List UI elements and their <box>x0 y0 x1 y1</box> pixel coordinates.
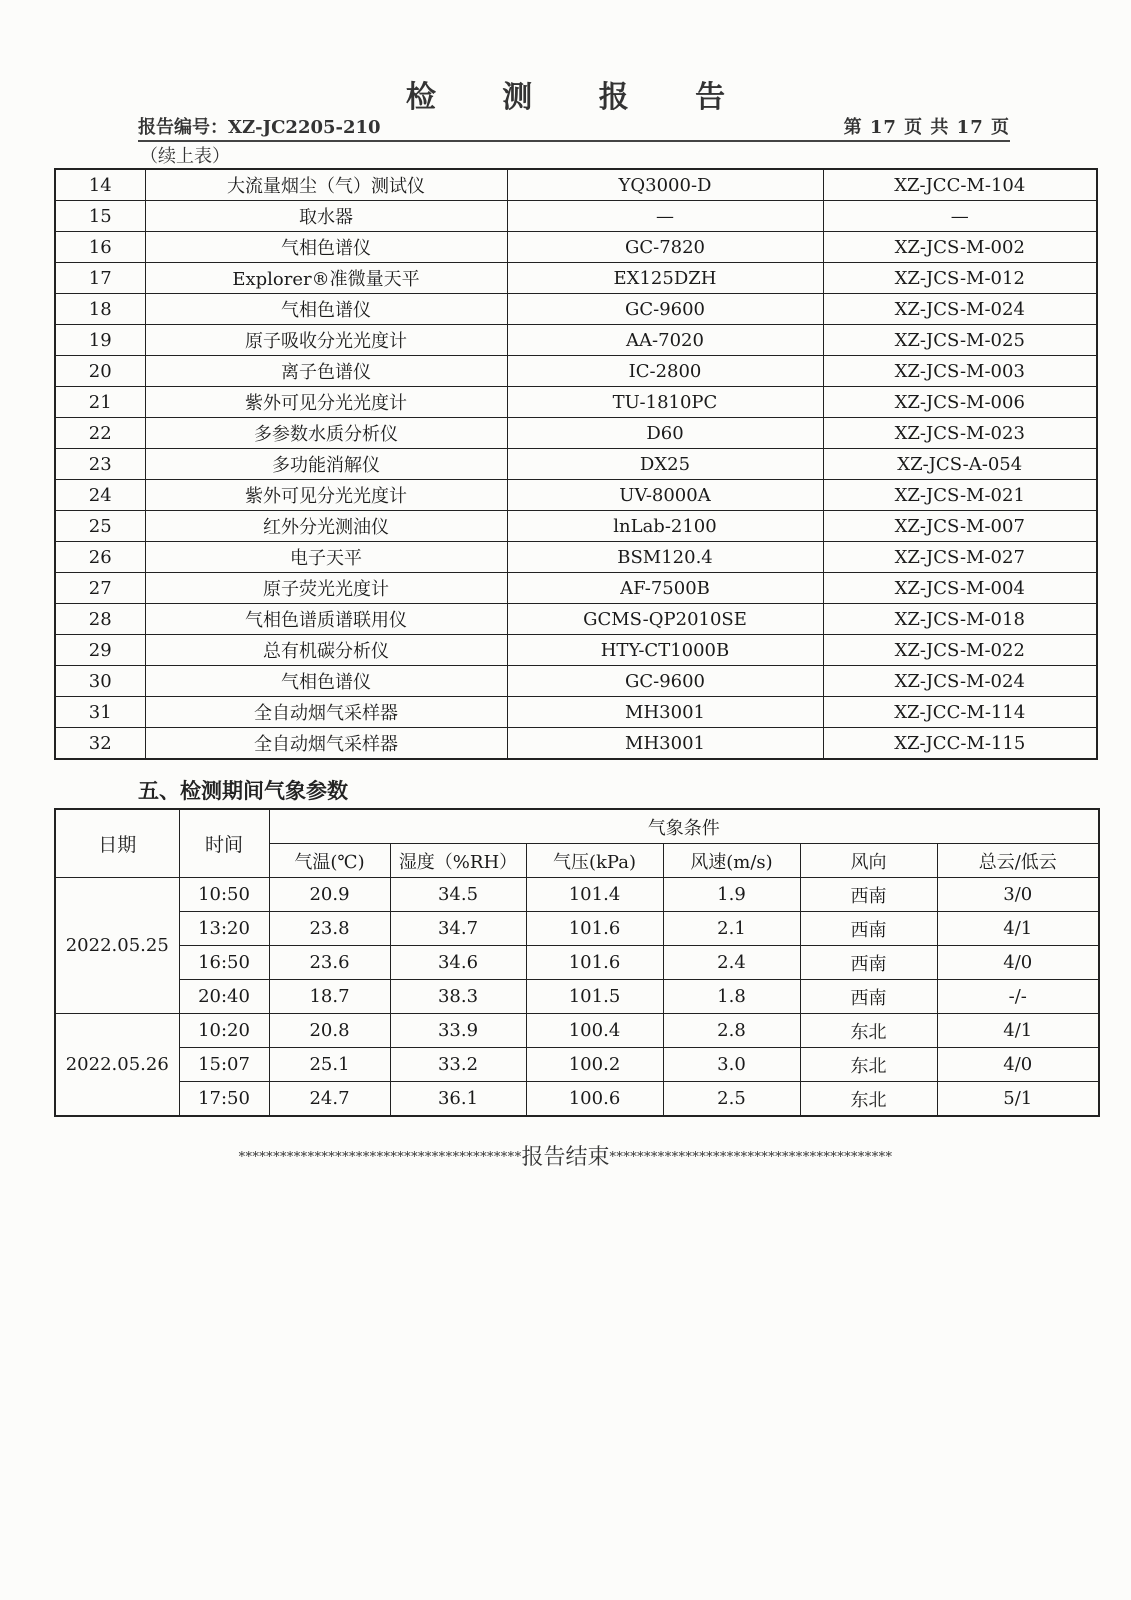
equipment-code: XZ-JCS-M-027 <box>823 542 1097 573</box>
weather-time: 17:50 <box>179 1082 269 1117</box>
equipment-no: 17 <box>55 263 145 294</box>
equipment-no: 18 <box>55 294 145 325</box>
equipment-code: XZ-JCS-A-054 <box>823 449 1097 480</box>
weather-table-body <box>55 878 1099 1117</box>
weather-wind-direction: 东北 <box>800 1082 937 1117</box>
equipment-name: 全自动烟气采样器 <box>145 728 507 760</box>
table-row <box>55 169 1097 201</box>
equipment-model: UV-8000A <box>507 480 823 511</box>
table-row <box>55 878 1099 912</box>
table-row <box>55 387 1097 418</box>
equipment-no: 15 <box>55 201 145 232</box>
equipment-model: GCMS-QP2010SE <box>507 604 823 635</box>
weather-cloud: 4/1 <box>937 912 1099 946</box>
weather-wind-speed: 2.1 <box>663 912 800 946</box>
weather-cloud: 4/1 <box>937 1014 1099 1048</box>
equipment-no: 21 <box>55 387 145 418</box>
weather-temp: 18.7 <box>269 980 390 1014</box>
wind-speed-header: 风速(m/s) <box>663 844 800 878</box>
equipment-model: TU-1810PC <box>507 387 823 418</box>
equipment-code: XZ-JCS-M-023 <box>823 418 1097 449</box>
weather-pressure: 100.4 <box>526 1014 663 1048</box>
equipment-name: 多功能消解仪 <box>145 449 507 480</box>
table-row <box>55 449 1097 480</box>
continuation-note: （续上表） <box>140 146 230 167</box>
table-row <box>55 325 1097 356</box>
equipment-no: 22 <box>55 418 145 449</box>
equipment-model: MH3001 <box>507 697 823 728</box>
equipment-name: 总有机碳分析仪 <box>145 635 507 666</box>
temp-header: 气温(℃) <box>269 844 390 878</box>
table-row <box>55 356 1097 387</box>
equipment-no: 14 <box>55 169 145 201</box>
table-row <box>55 1082 1099 1117</box>
weather-wind-direction: 西南 <box>800 946 937 980</box>
weather-pressure: 101.5 <box>526 980 663 1014</box>
table-row <box>55 666 1097 697</box>
equipment-code: — <box>823 201 1097 232</box>
weather-humidity: 36.1 <box>390 1082 526 1117</box>
table-row <box>55 604 1097 635</box>
weather-date: 2022.05.25 <box>55 878 179 1014</box>
weather-wind-speed: 2.8 <box>663 1014 800 1048</box>
weather-cloud: 4/0 <box>937 1048 1099 1082</box>
equipment-code: XZ-JCS-M-021 <box>823 480 1097 511</box>
equipment-model: D60 <box>507 418 823 449</box>
equipment-model: MH3001 <box>507 728 823 760</box>
equipment-name: Explorer®准微量天平 <box>145 263 507 294</box>
equipment-no: 32 <box>55 728 145 760</box>
table-row <box>55 542 1097 573</box>
end-stars-left: ***************************************** <box>238 1150 522 1165</box>
table-row <box>55 728 1097 760</box>
equipment-name: 原子荧光光度计 <box>145 573 507 604</box>
weather-time: 10:20 <box>179 1014 269 1048</box>
equipment-table-body <box>55 169 1097 759</box>
table-row <box>55 294 1097 325</box>
weather-pressure: 101.6 <box>526 912 663 946</box>
weather-wind-direction: 西南 <box>800 912 937 946</box>
equipment-code: XZ-JCS-M-002 <box>823 232 1097 263</box>
equipment-name: 多参数水质分析仪 <box>145 418 507 449</box>
weather-wind-speed: 1.9 <box>663 878 800 912</box>
weather-wind-speed: 2.4 <box>663 946 800 980</box>
equipment-model: HTY-CT1000B <box>507 635 823 666</box>
equipment-code: XZ-JCC-M-104 <box>823 169 1097 201</box>
equipment-model: EX125DZH <box>507 263 823 294</box>
equipment-code: XZ-JCC-M-115 <box>823 728 1097 760</box>
weather-wind-direction: 东北 <box>800 1048 937 1082</box>
equipment-model: GC-7820 <box>507 232 823 263</box>
weather-humidity: 34.5 <box>390 878 526 912</box>
equipment-name: 取水器 <box>145 201 507 232</box>
date-header: 日期 <box>55 809 179 878</box>
equipment-no: 30 <box>55 666 145 697</box>
weather-humidity: 34.7 <box>390 912 526 946</box>
table-row <box>55 697 1097 728</box>
weather-wind-direction: 东北 <box>800 1014 937 1048</box>
report-end-text: 报告结束 <box>521 1145 610 1170</box>
equipment-model: GC-9600 <box>507 294 823 325</box>
equipment-no: 28 <box>55 604 145 635</box>
equipment-code: XZ-JCS-M-024 <box>823 666 1097 697</box>
equipment-no: 23 <box>55 449 145 480</box>
report-end-line <box>0 1140 1131 1171</box>
weather-cloud: -/- <box>937 980 1099 1014</box>
equipment-name: 离子色谱仪 <box>145 356 507 387</box>
weather-humidity: 33.9 <box>390 1014 526 1048</box>
table-row <box>55 635 1097 666</box>
conditions-header: 气象条件 <box>269 809 1099 844</box>
equipment-code: XZ-JCS-M-024 <box>823 294 1097 325</box>
equipment-no: 25 <box>55 511 145 542</box>
equipment-code: XZ-JCS-M-007 <box>823 511 1097 542</box>
weather-section-heading: 五、检测期间气象参数 <box>138 778 348 803</box>
equipment-name: 气相色谱仪 <box>145 666 507 697</box>
equipment-no: 31 <box>55 697 145 728</box>
weather-time: 20:40 <box>179 980 269 1014</box>
weather-table <box>54 808 1100 1117</box>
table-row <box>55 201 1097 232</box>
weather-temp: 24.7 <box>269 1082 390 1117</box>
weather-temp: 23.6 <box>269 946 390 980</box>
weather-wind-speed: 1.8 <box>663 980 800 1014</box>
equipment-name: 红外分光测油仪 <box>145 511 507 542</box>
table-row <box>55 263 1097 294</box>
equipment-code: XZ-JCS-M-004 <box>823 573 1097 604</box>
equipment-model: AA-7020 <box>507 325 823 356</box>
equipment-model: — <box>507 201 823 232</box>
weather-cloud: 5/1 <box>937 1082 1099 1117</box>
equipment-name: 气相色谱仪 <box>145 294 507 325</box>
equipment-no: 20 <box>55 356 145 387</box>
weather-temp: 20.8 <box>269 1014 390 1048</box>
time-header: 时间 <box>179 809 269 878</box>
weather-humidity: 33.2 <box>390 1048 526 1082</box>
weather-temp: 23.8 <box>269 912 390 946</box>
wind-direction-header: 风向 <box>800 844 937 878</box>
weather-date: 2022.05.26 <box>55 1014 179 1117</box>
equipment-model: IC-2800 <box>507 356 823 387</box>
table-row <box>55 511 1097 542</box>
humidity-header: 湿度（%RH） <box>390 844 526 878</box>
report-title: 检 测 报 告 <box>405 80 754 115</box>
weather-header-row <box>55 809 1099 844</box>
weather-wind-direction: 西南 <box>800 980 937 1014</box>
equipment-code: XZ-JCS-M-012 <box>823 263 1097 294</box>
equipment-name: 电子天平 <box>145 542 507 573</box>
equipment-name: 全自动烟气采样器 <box>145 697 507 728</box>
cloud-header: 总云/低云 <box>937 844 1099 878</box>
weather-time: 15:07 <box>179 1048 269 1082</box>
equipment-no: 29 <box>55 635 145 666</box>
equipment-code: XZ-JCS-M-022 <box>823 635 1097 666</box>
equipment-code: XZ-JCC-M-114 <box>823 697 1097 728</box>
equipment-code: XZ-JCS-M-003 <box>823 356 1097 387</box>
table-row <box>55 1014 1099 1048</box>
equipment-name: 大流量烟尘（气）测试仪 <box>145 169 507 201</box>
weather-time: 16:50 <box>179 946 269 980</box>
table-row <box>55 980 1099 1014</box>
equipment-code: XZ-JCS-M-018 <box>823 604 1097 635</box>
weather-pressure: 100.2 <box>526 1048 663 1082</box>
end-stars-right: ***************************************** <box>609 1150 893 1165</box>
equipment-model: lnLab-2100 <box>507 511 823 542</box>
equipment-name: 紫外可见分光光度计 <box>145 480 507 511</box>
equipment-model: GC-9600 <box>507 666 823 697</box>
table-row <box>55 1048 1099 1082</box>
weather-temp: 25.1 <box>269 1048 390 1082</box>
equipment-no: 16 <box>55 232 145 263</box>
equipment-model: YQ3000-D <box>507 169 823 201</box>
page-info: 第 17 页 共 17 页 <box>843 117 1010 138</box>
weather-time: 13:20 <box>179 912 269 946</box>
weather-humidity: 38.3 <box>390 980 526 1014</box>
equipment-no: 19 <box>55 325 145 356</box>
weather-wind-speed: 3.0 <box>663 1048 800 1082</box>
report-number: 报告编号：XZ-JC2205-210 <box>138 117 381 138</box>
weather-cloud: 4/0 <box>937 946 1099 980</box>
table-row <box>55 946 1099 980</box>
equipment-model: DX25 <box>507 449 823 480</box>
weather-pressure: 101.6 <box>526 946 663 980</box>
equipment-table <box>54 168 1098 760</box>
weather-wind-direction: 西南 <box>800 878 937 912</box>
equipment-code: XZ-JCS-M-025 <box>823 325 1097 356</box>
weather-humidity: 34.6 <box>390 946 526 980</box>
equipment-name: 气相色谱仪 <box>145 232 507 263</box>
equipment-name: 原子吸收分光光度计 <box>145 325 507 356</box>
table-row <box>55 480 1097 511</box>
weather-pressure: 100.6 <box>526 1082 663 1117</box>
weather-temp: 20.9 <box>269 878 390 912</box>
table-row <box>55 418 1097 449</box>
report-header <box>138 110 1010 142</box>
table-row <box>55 232 1097 263</box>
equipment-no: 26 <box>55 542 145 573</box>
equipment-name: 紫外可见分光光度计 <box>145 387 507 418</box>
equipment-name: 气相色谱质谱联用仪 <box>145 604 507 635</box>
weather-pressure: 101.4 <box>526 878 663 912</box>
weather-cloud: 3/0 <box>937 878 1099 912</box>
weather-wind-speed: 2.5 <box>663 1082 800 1117</box>
table-row <box>55 573 1097 604</box>
table-row <box>55 912 1099 946</box>
pressure-header: 气压(kPa) <box>526 844 663 878</box>
equipment-no: 27 <box>55 573 145 604</box>
equipment-no: 24 <box>55 480 145 511</box>
equipment-model: AF-7500B <box>507 573 823 604</box>
equipment-code: XZ-JCS-M-006 <box>823 387 1097 418</box>
equipment-model: BSM120.4 <box>507 542 823 573</box>
weather-time: 10:50 <box>179 878 269 912</box>
